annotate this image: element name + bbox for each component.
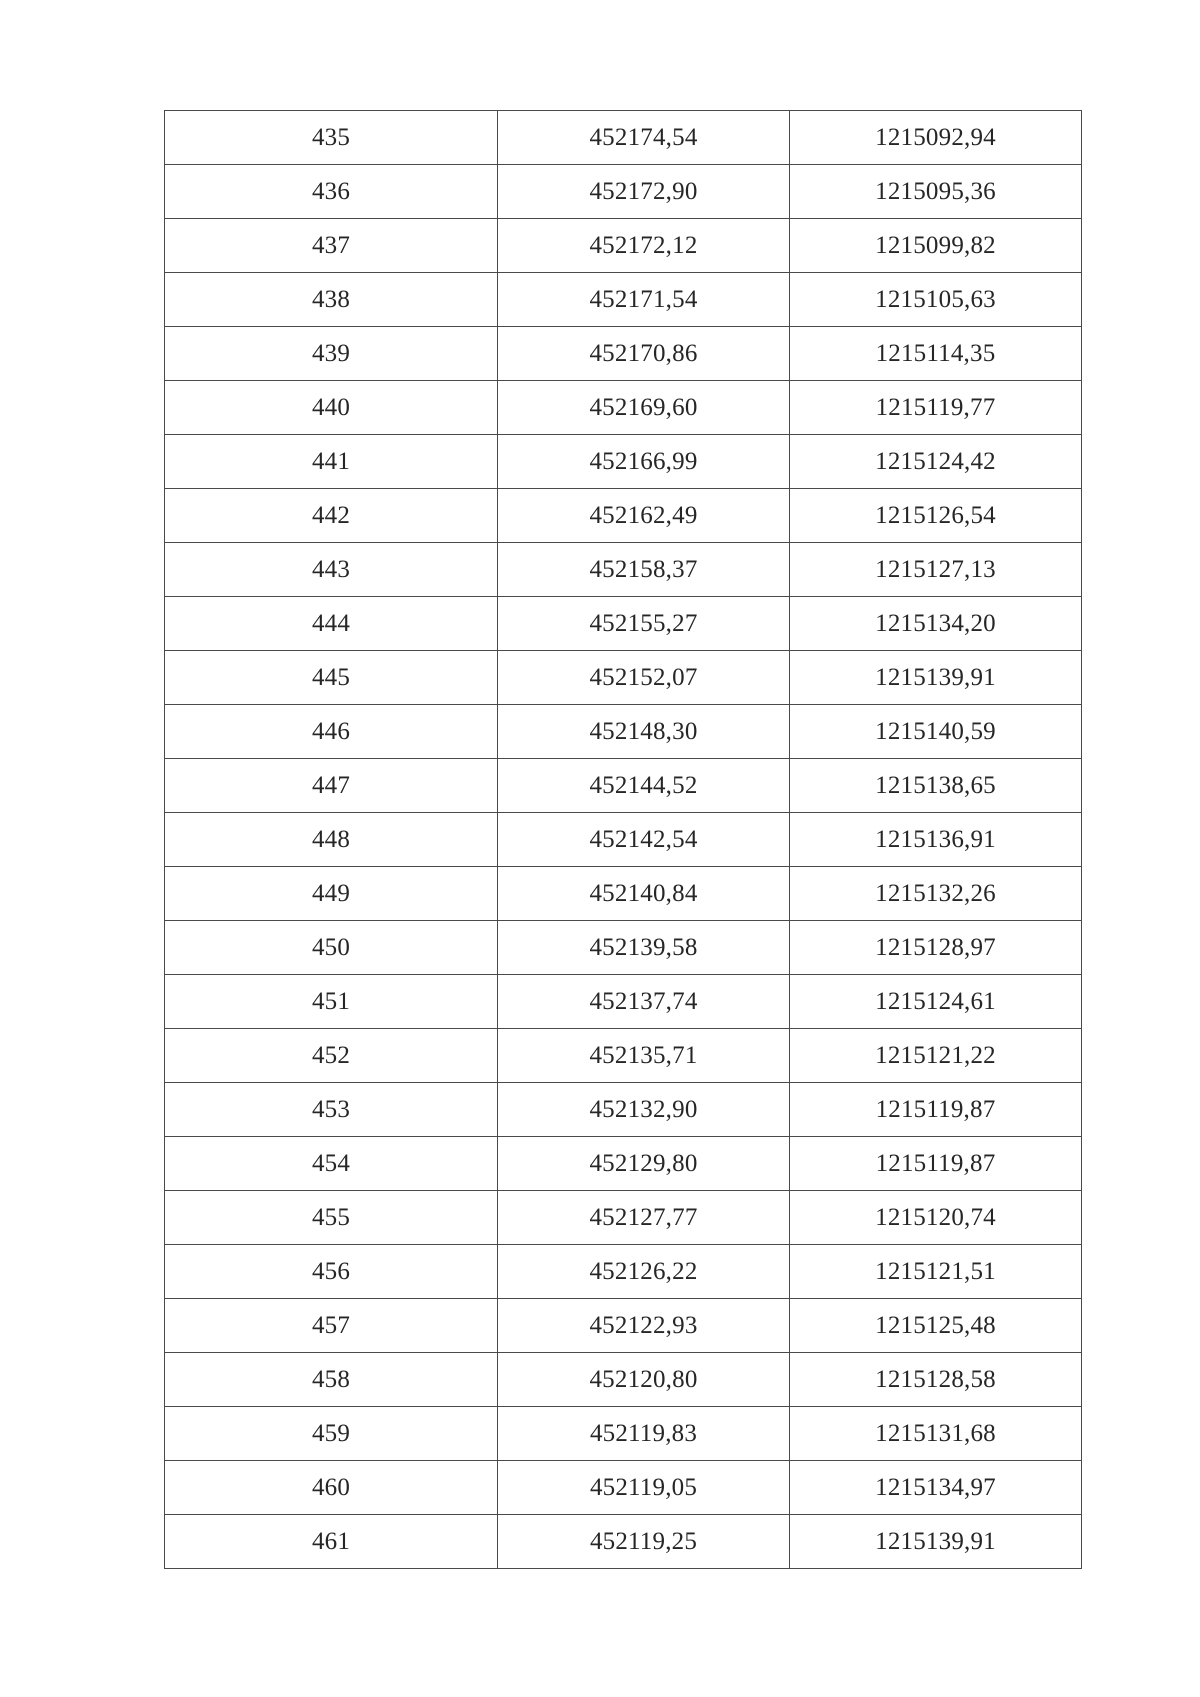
y-coordinate-cell: 1215092,94 [790, 111, 1082, 165]
x-coordinate-cell: 452119,83 [498, 1407, 790, 1461]
point-number-cell: 459 [165, 1407, 498, 1461]
y-coordinate-cell: 1215139,91 [790, 651, 1082, 705]
point-number-cell: 457 [165, 1299, 498, 1353]
table-row [165, 543, 1082, 597]
table-row [165, 273, 1082, 327]
y-coordinate-cell: 1215128,97 [790, 921, 1082, 975]
point-number-cell: 460 [165, 1461, 498, 1515]
x-coordinate-cell: 452144,52 [498, 759, 790, 813]
table-row [165, 813, 1082, 867]
point-number-cell: 437 [165, 219, 498, 273]
table-row [165, 975, 1082, 1029]
point-number-cell: 456 [165, 1245, 498, 1299]
y-coordinate-cell: 1215120,74 [790, 1191, 1082, 1245]
x-coordinate-cell: 452135,71 [498, 1029, 790, 1083]
x-coordinate-cell: 452152,07 [498, 651, 790, 705]
x-coordinate-cell: 452172,12 [498, 219, 790, 273]
table-row [165, 1137, 1082, 1191]
point-number-cell: 443 [165, 543, 498, 597]
table-row [165, 1407, 1082, 1461]
y-coordinate-cell: 1215131,68 [790, 1407, 1082, 1461]
x-coordinate-cell: 452122,93 [498, 1299, 790, 1353]
point-number-cell: 446 [165, 705, 498, 759]
x-coordinate-cell: 452142,54 [498, 813, 790, 867]
x-coordinate-cell: 452119,25 [498, 1515, 790, 1569]
x-coordinate-cell: 452140,84 [498, 867, 790, 921]
y-coordinate-cell: 1215134,97 [790, 1461, 1082, 1515]
x-coordinate-cell: 452148,30 [498, 705, 790, 759]
y-coordinate-cell: 1215138,65 [790, 759, 1082, 813]
y-coordinate-cell: 1215126,54 [790, 489, 1082, 543]
x-coordinate-cell: 452162,49 [498, 489, 790, 543]
point-number-cell: 458 [165, 1353, 498, 1407]
table-row [165, 381, 1082, 435]
table-row [165, 435, 1082, 489]
y-coordinate-cell: 1215121,51 [790, 1245, 1082, 1299]
point-number-cell: 440 [165, 381, 498, 435]
y-coordinate-cell: 1215121,22 [790, 1029, 1082, 1083]
point-number-cell: 444 [165, 597, 498, 651]
x-coordinate-cell: 452170,86 [498, 327, 790, 381]
y-coordinate-cell: 1215134,20 [790, 597, 1082, 651]
y-coordinate-cell: 1215124,61 [790, 975, 1082, 1029]
point-number-cell: 451 [165, 975, 498, 1029]
table-row [165, 1299, 1082, 1353]
x-coordinate-cell: 452172,90 [498, 165, 790, 219]
y-coordinate-cell: 1215127,13 [790, 543, 1082, 597]
y-coordinate-cell: 1215119,87 [790, 1137, 1082, 1191]
x-coordinate-cell: 452174,54 [498, 111, 790, 165]
x-coordinate-cell: 452129,80 [498, 1137, 790, 1191]
y-coordinate-cell: 1215128,58 [790, 1353, 1082, 1407]
point-number-cell: 453 [165, 1083, 498, 1137]
table-row [165, 219, 1082, 273]
table-row [165, 759, 1082, 813]
x-coordinate-cell: 452171,54 [498, 273, 790, 327]
table-row [165, 1245, 1082, 1299]
table-row [165, 597, 1082, 651]
table-row [165, 1353, 1082, 1407]
point-number-cell: 445 [165, 651, 498, 705]
y-coordinate-cell: 1215132,26 [790, 867, 1082, 921]
coordinates-table [164, 110, 1082, 1569]
y-coordinate-cell: 1215119,87 [790, 1083, 1082, 1137]
point-number-cell: 439 [165, 327, 498, 381]
x-coordinate-cell: 452132,90 [498, 1083, 790, 1137]
x-coordinate-cell: 452139,58 [498, 921, 790, 975]
x-coordinate-cell: 452166,99 [498, 435, 790, 489]
table-row [165, 165, 1082, 219]
y-coordinate-cell: 1215139,91 [790, 1515, 1082, 1569]
point-number-cell: 449 [165, 867, 498, 921]
x-coordinate-cell: 452119,05 [498, 1461, 790, 1515]
y-coordinate-cell: 1215140,59 [790, 705, 1082, 759]
point-number-cell: 461 [165, 1515, 498, 1569]
x-coordinate-cell: 452158,37 [498, 543, 790, 597]
table-row [165, 1029, 1082, 1083]
point-number-cell: 441 [165, 435, 498, 489]
x-coordinate-cell: 452126,22 [498, 1245, 790, 1299]
point-number-cell: 450 [165, 921, 498, 975]
y-coordinate-cell: 1215125,48 [790, 1299, 1082, 1353]
y-coordinate-cell: 1215136,91 [790, 813, 1082, 867]
y-coordinate-cell: 1215105,63 [790, 273, 1082, 327]
point-number-cell: 452 [165, 1029, 498, 1083]
table-row [165, 1083, 1082, 1137]
table-row [165, 921, 1082, 975]
point-number-cell: 454 [165, 1137, 498, 1191]
point-number-cell: 442 [165, 489, 498, 543]
table-row [165, 1461, 1082, 1515]
table-row [165, 1191, 1082, 1245]
table-row [165, 111, 1082, 165]
point-number-cell: 438 [165, 273, 498, 327]
table-row [165, 489, 1082, 543]
x-coordinate-cell: 452155,27 [498, 597, 790, 651]
table-row [165, 705, 1082, 759]
point-number-cell: 435 [165, 111, 498, 165]
x-coordinate-cell: 452120,80 [498, 1353, 790, 1407]
y-coordinate-cell: 1215095,36 [790, 165, 1082, 219]
table-row [165, 651, 1082, 705]
point-number-cell: 436 [165, 165, 498, 219]
y-coordinate-cell: 1215124,42 [790, 435, 1082, 489]
table-row [165, 867, 1082, 921]
point-number-cell: 455 [165, 1191, 498, 1245]
y-coordinate-cell: 1215119,77 [790, 381, 1082, 435]
point-number-cell: 448 [165, 813, 498, 867]
x-coordinate-cell: 452137,74 [498, 975, 790, 1029]
table-row [165, 1515, 1082, 1569]
y-coordinate-cell: 1215114,35 [790, 327, 1082, 381]
table-row [165, 327, 1082, 381]
point-number-cell: 447 [165, 759, 498, 813]
y-coordinate-cell: 1215099,82 [790, 219, 1082, 273]
x-coordinate-cell: 452127,77 [498, 1191, 790, 1245]
x-coordinate-cell: 452169,60 [498, 381, 790, 435]
